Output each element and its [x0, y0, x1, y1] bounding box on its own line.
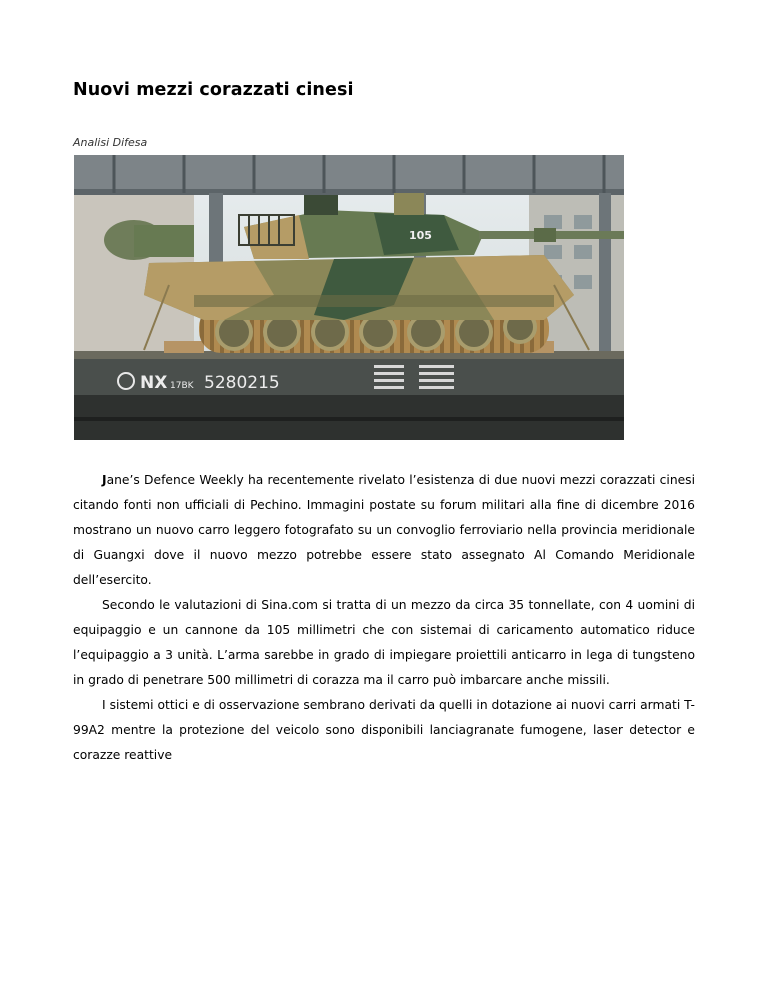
article-paragraph: Secondo le valutazioni di Sina.com si tratta di un mezzo da circa 35 tonnellate, con 4 uomini di equipaggio e un cannone da 105 millimetri che con sistemai di caricamento automatico riduce l’equipaggio a 3 unità. L’arma sarebbe in grado di impiegare proiettili anticarro in lega di tungsteno in grado di penetrare 500 millimetri di corazza ma il carro può imbarcare anche missili.	[73, 598, 695, 687]
article-paragraph: I sistemi ottici e di osservazione sembrano derivati da quelli in dotazione ai nuovi carri armati T-99A2 mentre la protezione del veicolo sono disponibili lanciagranate fumogene, laser detector e corazze reattive	[73, 698, 695, 762]
railcar-code: NX	[140, 373, 168, 393]
article-body	[73, 468, 695, 768]
turret-number: 105	[409, 229, 432, 242]
railcar-number: 5280215	[204, 373, 280, 393]
byline: Analisi Difesa	[73, 136, 148, 149]
article-paragraph	[73, 468, 695, 593]
page-title: Nuovi mezzi corazzati cinesi	[73, 80, 354, 100]
paragraph-text: ane’s Defence Weekly ha recentemente rivelato l’esistenza di due nuovi mezzi corazzati cinesi citando fonti non ufficiali di Pechino. Immagini postate su forum militari alla fine di dicembre 2016 mostrano un nuovo carro leggero fotografato su un convoglio ferroviario nella provincia meridionale di Guangxi dove il nuovo mezzo potrebbe essere stato assegnato Al Comando Meridionale dell’esercito.	[73, 473, 695, 587]
railcar-subcode: 17BK	[170, 381, 194, 391]
tank-photo	[74, 155, 624, 440]
drop-cap: J	[102, 473, 107, 487]
